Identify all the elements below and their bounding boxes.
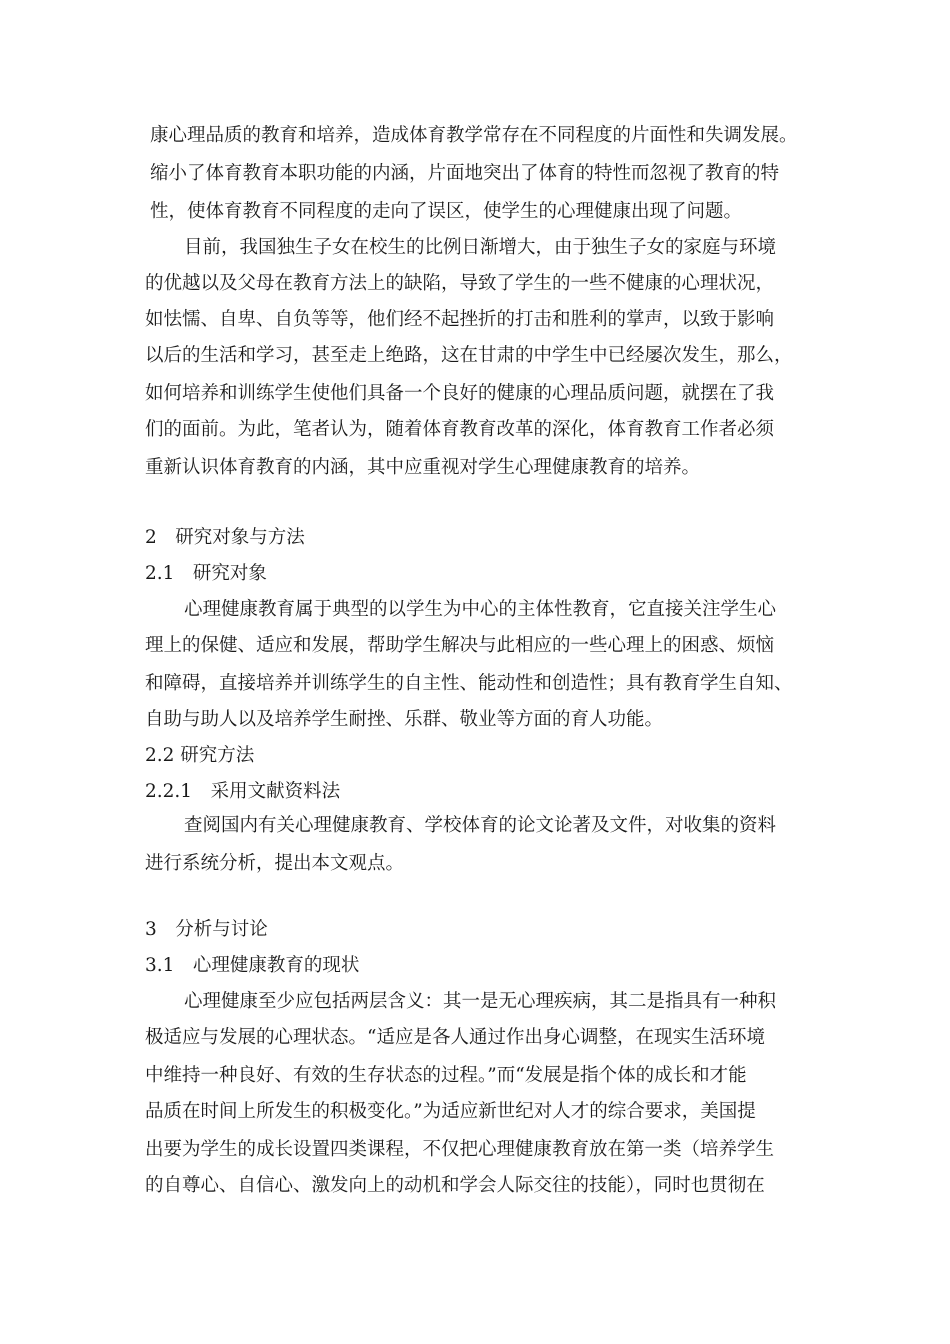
paragraph-line: 如何培养和训练学生使他们具备一个良好的健康的心理品质问题，就摆在了我 [145,383,775,404]
paragraph-line: 进行系统分析，提出本文观点。 [145,853,405,874]
paragraph-line: 心理健康至少应包括两层含义：其一是无心理疾病，其二是指具有一种积 [184,991,777,1012]
paragraph-line: 目前，我国独生子女在校生的比例日渐增大，由于独生子女的家庭与环境 [184,237,777,258]
subsection-heading: 2.2 研究方法 [145,745,255,766]
paragraph-line: 以后的生活和学习，甚至走上绝路，这在甘肃的中学生中已经屡次发生，那么， [145,345,793,366]
paragraph-line: 出要为学生的成长设置四类课程，不仅把心理健康教育放在第一类（培养学生 [145,1139,775,1160]
paragraph-line: 理上的保健、适应和发展，帮助学生解决与此相应的一些心理上的困惑、烦恼 [145,635,775,656]
paragraph-line: 如怯懦、自卑、自负等等，他们经不起挫折的打击和胜利的掌声，以致于影响 [145,309,775,330]
paragraph-line: 和障碍，直接培养并训练学生的自主性、能动性和创造性；具有教育学生自知、 [145,673,793,694]
paragraph-line: 查阅国内有关心理健康教育、学校体育的论文论著及文件，对收集的资料 [184,815,777,836]
paragraph-line: 们的面前。为此，笔者认为，随着体育教育改革的深化，体育教育工作者必须 [145,419,775,440]
paragraph-line: 品质在时间上所发生的积极变化。”为适应新世纪对人才的综合要求，美国提 [145,1101,756,1122]
paragraph-line: 中维持一种良好、有效的生存状态的过程。”而“发展是指个体的成长和才能 [145,1065,747,1086]
paragraph-line: 心理健康教育属于典型的以学生为中心的主体性教育，它直接关注学生心 [184,599,777,620]
subsubsection-heading: 2.2.1 采用文献资料法 [145,781,341,802]
paragraph-line: 性，使体育教育不同程度的走向了误区，使学生的心理健康出现了问题。 [150,201,743,222]
paragraph-line: 的自尊心、自信心、激发向上的动机和学会人际交往的技能），同时也贯彻在 [145,1175,765,1196]
subsection-heading: 3.1 心理健康教育的现状 [145,955,360,976]
paragraph-line: 缩小了体育教育本职功能的内涵，片面地突出了体育的特性而忽视了教育的特 [150,163,780,184]
paragraph-line: 康心理品质的教育和培养，造成体育教学常存在不同程度的片面性和失调发展。 [150,125,798,146]
subsection-heading: 2.1 研究对象 [145,563,267,584]
paragraph-line: 重新认识体育教育的内涵，其中应重视对学生心理健康教育的培养。 [145,457,701,478]
section-heading: 2 研究对象与方法 [145,527,305,548]
section-heading: 3 分析与讨论 [145,919,268,940]
paragraph-line: 极适应与发展的心理状态。“适应是各人通过作出身心调整，在现实生活环境 [145,1027,765,1048]
paragraph-line: 的优越以及父母在教育方法上的缺陷，导致了学生的一些不健康的心理状况， [145,273,775,294]
paragraph-line: 自助与助人以及培养学生耐挫、乐群、敬业等方面的育人功能。 [145,709,664,730]
